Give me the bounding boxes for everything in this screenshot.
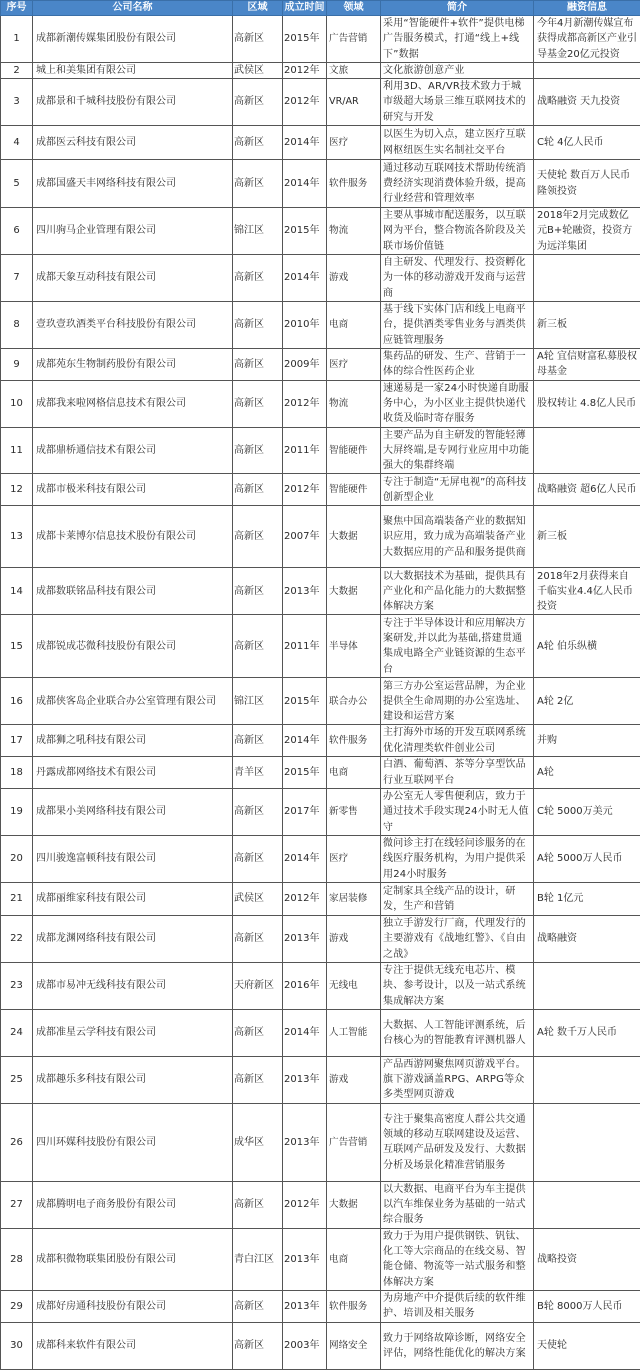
funding-info: A轮 [534,757,640,789]
table-row [1,882,640,915]
founded-year: 2016年 [283,962,327,1009]
company-name: 成都侠客岛企业联合办公室管理有限公司 [33,678,233,725]
company-name: 四川骏逸富顿科技有限公司 [33,836,233,883]
district: 青羊区 [233,757,283,789]
funding-info: 天使轮 数百万人民币 隆领投资 [534,160,640,208]
funding-info: C轮 5000万美元 [534,789,640,836]
district: 高新区 [233,1322,283,1369]
company-intro: 通过移动互联网技术帮助传统消费经济实现消费体验升级，提高行业经营和管理效率 [381,160,534,208]
industry-field: 电商 [327,1228,381,1290]
row-index: 6 [1,208,33,255]
table-row [1,1228,640,1290]
header-intro: 简介 [381,1,534,16]
founded-year: 2013年 [283,568,327,615]
funding-info: B轮 8000万人民币 [534,1290,640,1322]
company-name: 成都鼎桥通信技术有限公司 [33,427,233,474]
district: 成华区 [233,1103,283,1181]
row-index: 17 [1,725,33,757]
industry-field: 智能硬件 [327,474,381,506]
district: 高新区 [233,474,283,506]
district: 高新区 [233,1009,283,1056]
district: 高新区 [233,836,283,883]
table-row [1,126,640,160]
funding-info: 2018年2月获得来自千临实业4.4亿人民币投资 [534,568,640,615]
funding-info: 2018年2月完成数亿元B+轮融资，投资方为远洋集团 [534,208,640,255]
funding-info: 天使轮 [534,1322,640,1369]
district: 高新区 [233,1056,283,1103]
row-index: 22 [1,915,33,962]
funding-info [534,1103,640,1181]
row-index: 26 [1,1103,33,1181]
industry-field: 软件服务 [327,725,381,757]
row-index: 21 [1,882,33,915]
funding-info: 股权转让 4.8亿人民币 [534,380,640,427]
company-name: 成都天象互动科技有限公司 [33,255,233,302]
founded-year: 2013年 [283,1103,327,1181]
industry-field: 医疗 [327,836,381,883]
table-row [1,427,640,474]
table-row [1,380,640,427]
funding-info: 今年4月新潮传媒宣布获得成都高新区产业引导基金20亿元投资 [534,16,640,63]
founded-year: 2014年 [283,160,327,208]
company-name: 成都狮之吼科技有限公司 [33,725,233,757]
company-intro: 专注于制造“无屏电视”的高科技创新型企业 [381,474,534,506]
funding-info [534,962,640,1009]
industry-field: 软件服务 [327,160,381,208]
district: 高新区 [233,615,283,678]
company-intro: 大数据、人工智能评测系统，后台核心为的智能教育评测机器人 [381,1009,534,1056]
founded-year: 2011年 [283,427,327,474]
founded-year: 2014年 [283,1009,327,1056]
company-intro: 速递易是一家24小时快递自助服务中心，为小区业主提供快递代收货及临时寄存服务 [381,380,534,427]
industry-field: 文旅 [327,62,381,78]
row-index: 1 [1,16,33,63]
table-row [1,789,640,836]
company-name: 成都景和千城科技股份有限公司 [33,79,233,126]
row-index: 28 [1,1228,33,1290]
founded-year: 2010年 [283,302,327,349]
table-row [1,16,640,63]
founded-year: 2015年 [283,16,327,63]
company-name: 成都国盛天丰网络科技有限公司 [33,160,233,208]
row-index: 15 [1,615,33,678]
row-index: 24 [1,1009,33,1056]
district: 高新区 [233,302,283,349]
table-row [1,348,640,380]
row-index: 2 [1,62,33,78]
district: 高新区 [233,16,283,63]
industry-field: 联合办公 [327,678,381,725]
founded-year: 2012年 [283,474,327,506]
company-name: 成都科来软件有限公司 [33,1322,233,1369]
funding-info: A轮 2亿 [534,678,640,725]
table-row [1,1322,640,1369]
company-intro: 办公室无人零售便利店，致力于通过技术手段实现24小时无人值守 [381,789,534,836]
company-name: 成都医云科技有限公司 [33,126,233,160]
founded-year: 2017年 [283,789,327,836]
row-index: 18 [1,757,33,789]
industry-field: 网络安全 [327,1322,381,1369]
company-intro: 以医生为切入点，建立医疗互联网枢纽医生实名制社交平台 [381,126,534,160]
company-name: 成都准星云学科技有限公司 [33,1009,233,1056]
industry-field: 电商 [327,757,381,789]
company-name: 成都腾明电子商务股份有限公司 [33,1181,233,1228]
company-intro: 集药品的研发、生产、营销于一体的综合性医药企业 [381,348,534,380]
district: 高新区 [233,789,283,836]
founded-year: 2014年 [283,725,327,757]
founded-year: 2009年 [283,348,327,380]
industry-field: 游戏 [327,255,381,302]
district: 高新区 [233,427,283,474]
company-name: 成都锐成芯微科技股份有限公司 [33,615,233,678]
company-name: 成都市极米科技有限公司 [33,474,233,506]
founded-year: 2012年 [283,1181,327,1228]
founded-year: 2013年 [283,915,327,962]
district: 高新区 [233,568,283,615]
funding-info: 战略融资 [534,915,640,962]
industry-field: 游戏 [327,1056,381,1103]
funding-info: B轮 1亿元 [534,882,640,915]
company-intro: 白酒、葡萄酒、茶等分享型饮品行业互联网平台 [381,757,534,789]
founded-year: 2014年 [283,126,327,160]
table-row [1,915,640,962]
row-index: 13 [1,506,33,568]
company-intro: 采用“智能硬件+软件”提供电梯广告服务模式，打通“线上+线下”数据 [381,16,534,63]
company-name: 成都好房通科技股份有限公司 [33,1290,233,1322]
company-intro: 利用3D、AR/VR技术致力于城市级超大场景三维互联网技术的研究与开发 [381,79,534,126]
company-name: 成都丽维家科技有限公司 [33,882,233,915]
row-index: 16 [1,678,33,725]
industry-field: 大数据 [327,568,381,615]
row-index: 7 [1,255,33,302]
district: 青白江区 [233,1228,283,1290]
founded-year: 2012年 [283,79,327,126]
founded-year: 2015年 [283,757,327,789]
district: 高新区 [233,1181,283,1228]
district: 锦江区 [233,208,283,255]
company-name: 成都数联铭品科技有限公司 [33,568,233,615]
header-company-name: 公司名称 [33,1,233,16]
table-row [1,1181,640,1228]
founded-year: 2015年 [283,678,327,725]
company-intro: 文化旅游创意产业 [381,62,534,78]
row-index: 29 [1,1290,33,1322]
district: 高新区 [233,915,283,962]
district: 高新区 [233,380,283,427]
company-name: 成都我来啦网格信息技术有限公司 [33,380,233,427]
district: 高新区 [233,255,283,302]
funding-info: 并购 [534,725,640,757]
funding-info [534,427,640,474]
company-name: 四川驹马企业管理有限公司 [33,208,233,255]
company-name: 城上和美集团有限公司 [33,62,233,78]
founded-year: 2011年 [283,615,327,678]
table-row [1,615,640,678]
industry-field: 广告营销 [327,1103,381,1181]
district: 高新区 [233,160,283,208]
district: 天府新区 [233,962,283,1009]
company-intro: 第三方办公室运营品牌，为企业提供全生命周期的办公室选址、建设和运营方案 [381,678,534,725]
row-index: 14 [1,568,33,615]
company-name: 丹露成都网络技术有限公司 [33,757,233,789]
header-funding: 融资信息 [534,1,640,16]
table-row [1,1009,640,1056]
industry-field: 家居装修 [327,882,381,915]
row-index: 4 [1,126,33,160]
company-name: 成都积微物联集团股份有限公司 [33,1228,233,1290]
district: 锦江区 [233,678,283,725]
industry-field: 大数据 [327,1181,381,1228]
company-intro: 独立手游发行厂商，代理发行的主要游戏有《战地红警》、《自由之战》 [381,915,534,962]
row-index: 23 [1,962,33,1009]
table-row [1,836,640,883]
industry-field: 半导体 [327,615,381,678]
founded-year: 2014年 [283,836,327,883]
header-district: 区域 [233,1,283,16]
founded-year: 2007年 [283,506,327,568]
district: 高新区 [233,126,283,160]
industry-field: 大数据 [327,506,381,568]
row-index: 27 [1,1181,33,1228]
table-row [1,962,640,1009]
industry-field: 物流 [327,208,381,255]
founded-year: 2013年 [283,1228,327,1290]
row-index: 25 [1,1056,33,1103]
row-index: 3 [1,79,33,126]
header-founded: 成立时间 [283,1,327,16]
table-row [1,302,640,349]
founded-year: 2012年 [283,62,327,78]
company-intro: 基于线下实体门店和线上电商平台，提供酒类零售业务与酒类供应链管理服务 [381,302,534,349]
industry-field: 医疗 [327,126,381,160]
row-index: 19 [1,789,33,836]
company-intro: 以大数据、电商平台为车主提供以汽车维保业务为基础的一站式综合服务 [381,1181,534,1228]
funding-info: C轮 4亿人民币 [534,126,640,160]
industry-field: 智能硬件 [327,427,381,474]
header-index: 序号 [1,1,33,16]
row-index: 11 [1,427,33,474]
funding-info [534,255,640,302]
table-row [1,506,640,568]
industry-field: VR/AR [327,79,381,126]
company-name: 成都卡莱博尔信息技术股份有限公司 [33,506,233,568]
industry-field: 人工智能 [327,1009,381,1056]
company-intro: 聚焦中国高端装备产业的数据知识应用，致力成为高端装备产业大数据应用的产品和服务提供商 [381,506,534,568]
row-index: 20 [1,836,33,883]
company-name: 成都市易冲无线科技有限公司 [33,962,233,1009]
district: 高新区 [233,725,283,757]
table-row [1,62,640,78]
company-intro: 主打海外市场的开发互联网系统优化清理类软件创业公司 [381,725,534,757]
table-row [1,757,640,789]
company-intro: 致力于网络故障诊断，网络安全评估，网络性能优化的解决方案 [381,1322,534,1369]
table-row [1,1056,640,1103]
funding-info: A轮 伯乐纵横 [534,615,640,678]
company-name: 成都苑东生物制药股份有限公司 [33,348,233,380]
industry-field: 医疗 [327,348,381,380]
company-intro: 定制家具全线产品的设计，研发，生产和营销 [381,882,534,915]
company-intro: 专注于聚集高密度人群公共交通领域的移动互联网建设及运营、互联网产品研发及发行、大数据分析及场景化精准营销服务 [381,1103,534,1181]
table-row [1,678,640,725]
funding-info [534,62,640,78]
founded-year: 2012年 [283,882,327,915]
table-row [1,1290,640,1322]
funding-info: 新三板 [534,506,640,568]
row-index: 9 [1,348,33,380]
company-name: 成都龙渊网络科技有限公司 [33,915,233,962]
row-index: 5 [1,160,33,208]
company-intro: 为房地产中介提供后续的软件维护、培训及相关服务 [381,1290,534,1322]
funding-info: 战略融资 天九投资 [534,79,640,126]
table-row [1,255,640,302]
table-row [1,208,640,255]
district: 高新区 [233,1290,283,1322]
founded-year: 2014年 [283,255,327,302]
funding-info: 战略融资 超6亿人民币 [534,474,640,506]
founded-year: 2013年 [283,1056,327,1103]
company-intro: 致力于为用户提供钢铁、钒钛、化工等大宗商品的在线交易、智能仓储、物流等一站式服务和整体解决方案 [381,1228,534,1290]
district: 武侯区 [233,882,283,915]
funding-info: A轮 5000万人民币 [534,836,640,883]
company-intro: 自主研发、代理发行、投资孵化为一体的移动游戏开发商与运营商 [381,255,534,302]
company-intro: 主要从事城市配送服务，以互联网为平台，整合物流各阶段及关联市场价值链 [381,208,534,255]
industry-field: 软件服务 [327,1290,381,1322]
company-name: 成都新潮传媒集团股份有限公司 [33,16,233,63]
company-name: 成都果小美网络科技有限公司 [33,789,233,836]
table-row [1,725,640,757]
funding-info [534,1056,640,1103]
company-intro: 微问诊主打在线轻问诊服务的在线医疗服务机构，为用户提供采用24小时服务 [381,836,534,883]
company-intro: 产品西游网聚焦网页游戏平台。旗下游戏涵盖RPG、ARPG等众多类型网页游戏 [381,1056,534,1103]
industry-field: 物流 [327,380,381,427]
company-intro: 专注于半导体设计和应用解决方案研发,并以此为基础,搭建贯通集成电路全产业链资源的生态平台 [381,615,534,678]
industry-field: 电商 [327,302,381,349]
row-index: 12 [1,474,33,506]
district: 武侯区 [233,62,283,78]
table-row [1,160,640,208]
industry-field: 无线电 [327,962,381,1009]
company-name: 成都趣乐多科技有限公司 [33,1056,233,1103]
company-name: 四川环媒科技股份有限公司 [33,1103,233,1181]
row-index: 30 [1,1322,33,1369]
industry-field: 新零售 [327,789,381,836]
funding-info: A轮 宜信财富私募股权母基金 [534,348,640,380]
district: 高新区 [233,348,283,380]
table-row [1,474,640,506]
table-row [1,79,640,126]
row-index: 8 [1,302,33,349]
founded-year: 2012年 [283,380,327,427]
funding-info: A轮 数千万人民币 [534,1009,640,1056]
industry-field: 游戏 [327,915,381,962]
table-header-row [1,1,640,16]
district: 高新区 [233,506,283,568]
table-row [1,1103,640,1181]
company-name: 壹玖壹玖酒类平台科技股份有限公司 [33,302,233,349]
row-index: 10 [1,380,33,427]
company-intro: 主要产品为自主研发的智能轻薄大屏终端,是专网行业应用中功能强大的集群终端 [381,427,534,474]
founded-year: 2003年 [283,1322,327,1369]
company-intro: 专注于提供无线充电芯片、模块、参考设计，以及一站式系统集成解决方案 [381,962,534,1009]
table-row [1,568,640,615]
funding-info [534,1181,640,1228]
header-field: 领域 [327,1,381,16]
district: 高新区 [233,79,283,126]
founded-year: 2015年 [283,208,327,255]
funding-info: 战略投资 [534,1228,640,1290]
company-intro: 以大数据技术为基础，提供具有产业化和产品化能力的大数据整体解决方案 [381,568,534,615]
funding-info: 新三板 [534,302,640,349]
industry-field: 广告营销 [327,16,381,63]
founded-year: 2013年 [283,1290,327,1322]
